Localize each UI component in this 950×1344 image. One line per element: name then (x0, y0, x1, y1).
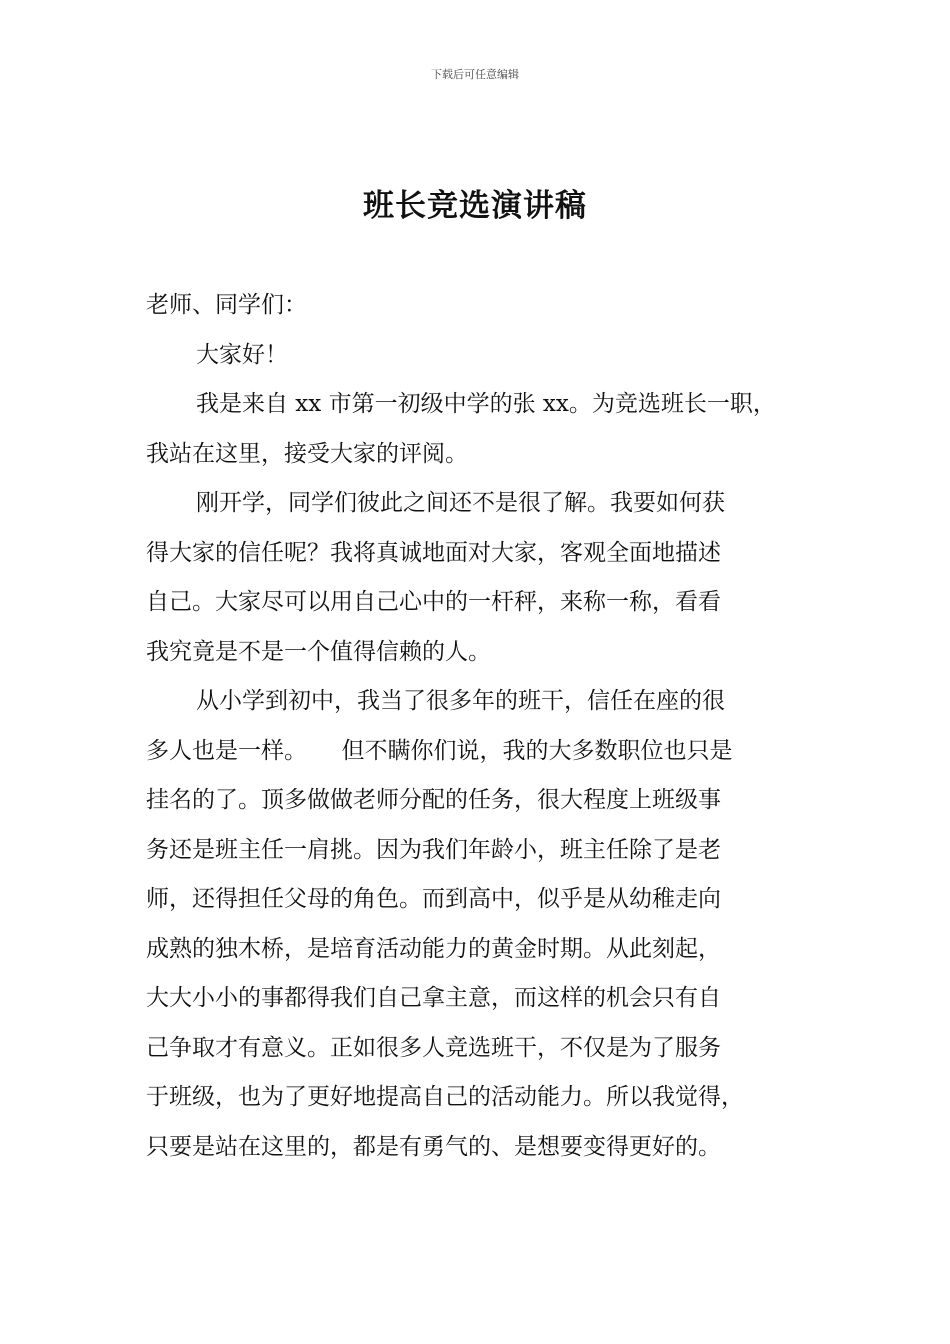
body-line: 多人也是一样。 但不瞒你们说，我的大多数职位也只是 (146, 737, 733, 764)
document-title: 班长竞选演讲稿 (363, 188, 587, 224)
body-line: 大大小小的事都得我们自己拿主意，而这样的机会只有自 (146, 985, 721, 1011)
body-line: 老师、同学们： (146, 292, 307, 318)
body-line: 自己。大家尽可以用自己心中的一杆秤，来称一称，看看 (146, 589, 721, 615)
body-line: 务还是班主任一肩挑。因为我们年龄小，班主任除了是老 (146, 836, 721, 863)
body-line: 师，还得担任父母的角色。而到高中，似乎是从幼稚走向 (146, 886, 721, 912)
body-line: 成熟的独木桥，是培育活动能力的黄金时期。从此刻起， (146, 935, 721, 962)
body-line: 我站在这里，接受大家的评阅。 (146, 440, 468, 467)
body-line: 只要是站在这里的，都是有勇气的、是想要变得更好的。 (146, 1133, 721, 1160)
body-line: 我是来自 xx 市第一初级中学的张 xx。为竞选班长一职， (196, 391, 776, 417)
body-line: 于班级，也为了更好地提高自己的活动能力。所以我觉得， (146, 1084, 744, 1110)
body-line: 己争取才有意义。正如很多人竞选班干，不仅是为了服务 (146, 1034, 721, 1061)
body-line: 刚开学，同学们彼此之间还不是很了解。我要如何获 (196, 490, 725, 516)
body-line: 得大家的信任呢？我将真诚地面对大家，客观全面地描述 (146, 539, 721, 566)
body-line: 从小学到初中，我当了很多年的班干，信任在座的很 (196, 688, 725, 714)
body-line: 大家好！ (196, 341, 288, 368)
body-line: 我究竟是不是一个值得信赖的人。 (146, 638, 491, 665)
header-note: 下载后可任意编辑 (431, 68, 519, 81)
document-body (146, 281, 816, 1172)
body-line: 挂名的了。顶多做做老师分配的任务，很大程度上班级事 (146, 787, 721, 813)
